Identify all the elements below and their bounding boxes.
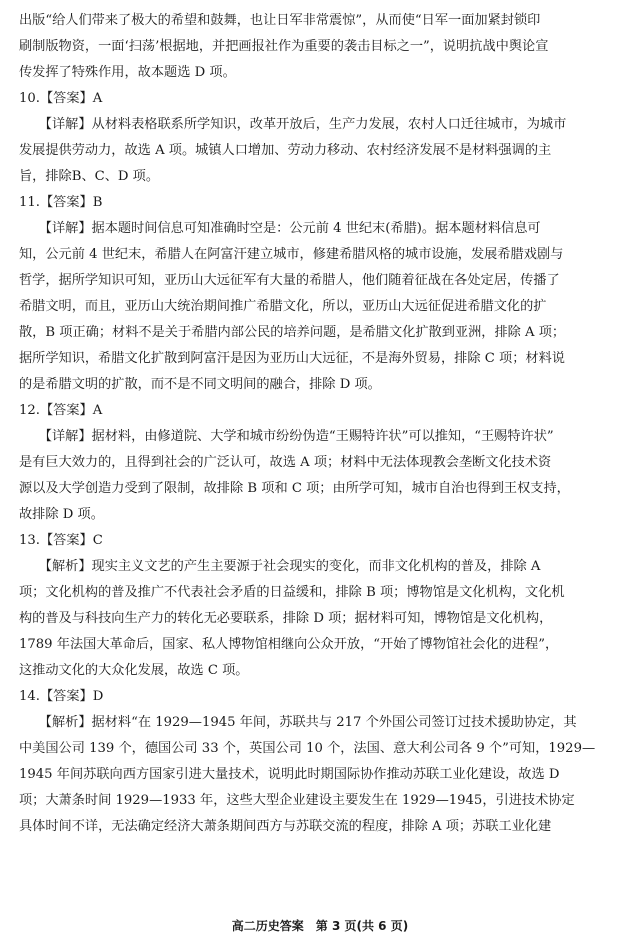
- text-line: 构的普及与科技向生产力的转化无必要联系，排除 D 项；据材料可知，博物馆是文化机构，: [19, 611, 553, 626]
- text-line: 【解析】据材料“在 1929—1945 年间，苏联共与 217 个外国公司签订过技术援助协定，其: [19, 715, 577, 730]
- intro-paragraph: [19, 8, 627, 86]
- answer-text-body: [19, 8, 627, 840]
- text-line: 据所学知识，希腊文化扩散到阿富汗是因为亚历山大远征，不是海外贸易，排除 C 项；材料说: [19, 351, 565, 366]
- text-line: 【解析】现实主义文艺的产生主要源于社会现实的变化，而非文化机构的普及，排除 A: [19, 559, 541, 574]
- text-line: 刷制版物资，一面‘扫荡’根据地，并把画报社作为重要的袭击目标之一”，说明抗战中舆论宣: [19, 39, 549, 54]
- text-line: 哲学，据所学知识可知，亚历山大远征军有大量的希腊人，他们随着征战在各处定居，传播了: [19, 273, 560, 288]
- text-line: 中美国公司 139 个，德国公司 33 个，英国公司 10 个，法国、意大利公司各 9 个”可知，1929—: [19, 741, 596, 756]
- text-line: 传发挥了特殊作用，故本题选 D 项。: [19, 65, 236, 80]
- text-line: 源以及大学创造力受到了限制，故排除 B 项和 C 项；由所学可知，城市自治也得到王权支持，: [19, 481, 570, 496]
- text-line: 1945 年间苏联向西方国家引进大量技术，说明此时期国际协作推动苏联工业化建设，故选 D: [19, 767, 560, 782]
- text-line: 项；文化机构的普及推广不代表社会矛盾的日益缓和，排除 B 项；博物馆是文化机构，文化机: [19, 585, 565, 600]
- text-line: 【详解】从材料表格联系所学知识，改革开放后，生产力发展，农村人口迁往城市，为城市: [19, 117, 567, 132]
- answer-14: [19, 684, 627, 840]
- answer-header: 12.【答案】A: [19, 403, 103, 418]
- answer-13: [19, 528, 627, 684]
- answer-header: 13.【答案】C: [19, 533, 103, 548]
- text-line: 【详解】据本题时间信息可知准确时空是：公元前 4 世纪末(希腊)。据本题材料信息可: [19, 221, 541, 236]
- text-line: 发展提供劳动力，故选 A 项。城镇人口增加、劳动力移动、农村经济发展不是材料强调的主: [19, 143, 552, 158]
- text-line: 散，B 项正确；材料不是关于希腊内部公民的培养问题，是希腊文化扩散到亚洲，排除 A 项；: [19, 325, 566, 340]
- answer-header: 10.【答案】A: [19, 91, 103, 106]
- text-line: 【详解】据材料，由修道院、大学和城市纷纷伪造“王赐特许状”可以推知，“王赐特许状”: [19, 429, 554, 444]
- text-line: 希腊文明，而且，亚历山大统治期间推广希腊文化，所以，亚历山大远征促进希腊文化的扩: [19, 299, 547, 314]
- text-line: 出版“给人们带来了极大的希望和鼓舞，也让日军非常震惊”，从而使“日军一面加紧封锁印: [19, 13, 541, 28]
- answer-10: [19, 86, 627, 190]
- text-line: 的是希腊文明的扩散，而不是不同文明间的融合，排除 D 项。: [19, 377, 381, 392]
- text-line: 知，公元前 4 世纪末，希腊人在阿富汗建立城市，修建希腊风格的城市设施，发展希腊戏剧与: [19, 247, 564, 262]
- text-line: 旨，排除B、C、D 项。: [19, 169, 160, 184]
- text-line: 是有巨大效力的，且得到社会的广泛认可，故选 A 项；材料中无法体现教会垄断文化技术资: [19, 455, 552, 470]
- answer-11: [19, 190, 627, 398]
- text-line: 故排除 D 项。: [19, 507, 104, 522]
- text-line: 项；大萧条时间 1929—1933 年，这些大型企业建设主要发生在 1929—1945，引进技术协定: [19, 793, 575, 808]
- answer-header: 14.【答案】D: [19, 689, 104, 704]
- text-line: 具体时间不详，无法确定经济大萧条期间西方与苏联交流的程度，排除 A 项；苏联工业化建: [19, 819, 552, 834]
- text-line: 这推动文化的大众化发展，故选 C 项。: [19, 663, 249, 678]
- page-footer: 高二历史答案 第 3 页(共 6 页): [231, 919, 409, 933]
- answer-12: [19, 398, 627, 528]
- text-line: 1789 年法国大革命后，国家、私人博物馆相继向公众开放，“开始了博物馆社会化的进程”，: [19, 637, 559, 652]
- answer-header: 11.【答案】B: [19, 195, 103, 210]
